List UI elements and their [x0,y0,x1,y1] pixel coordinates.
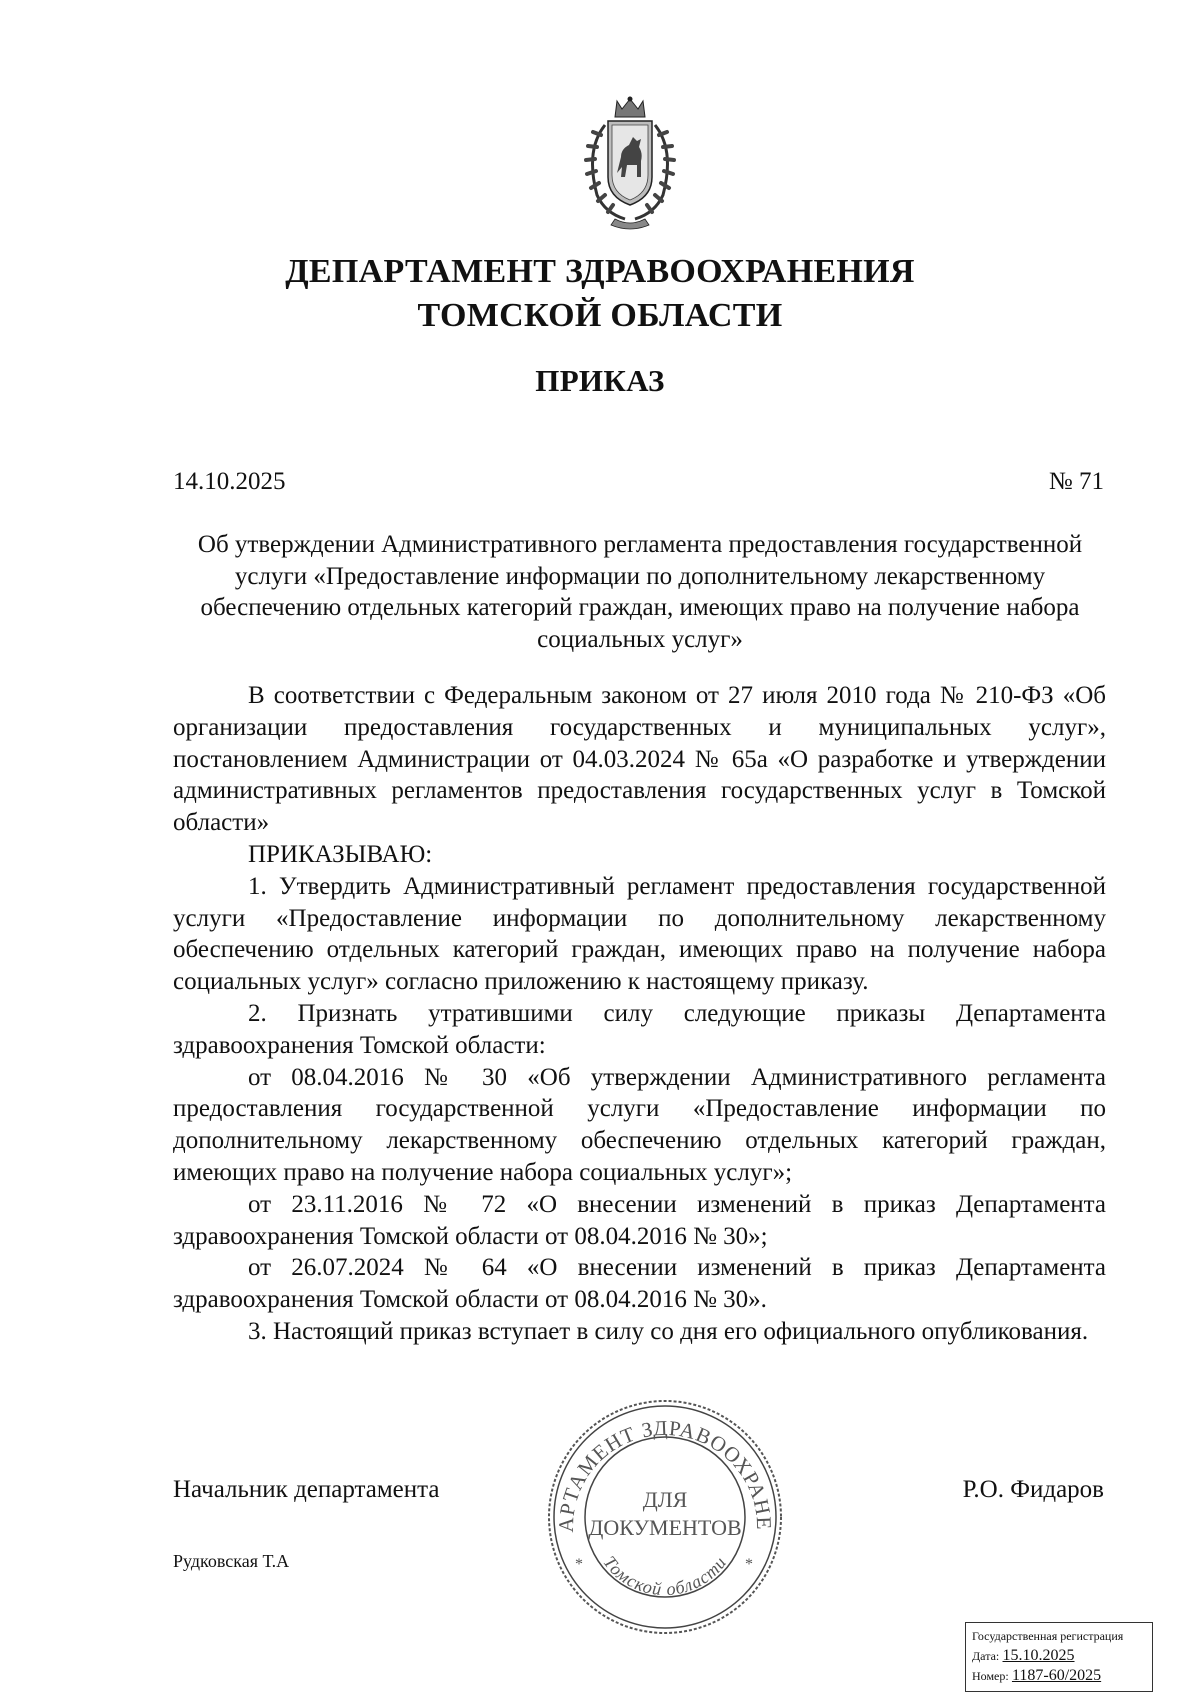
item-3: 3. Настоящий приказ вступает в силу со дня его официального опубликования. [248,1317,1089,1345]
item-2-a: от 08.04.2016 № 30 «Об утверждении Административного регламента предоставления государственной услуги «Предоставление информации по дополнительному лекарственному обеспечению отдельных категорий граждан, имеющих право на получение набора социальных услуг»; [173,1063,1106,1186]
item-2-b: от 23.11.2016 № 72 «О внесении изменений в приказ Департамента здравоохранения Томской области от 08.04.2016 № 30»; [173,1190,1106,1250]
official-stamp [545,1397,785,1637]
registration-date-value: 15.10.2025 [1002,1647,1075,1664]
order-body [173,680,1106,1348]
department-title-line1: ДЕПАРТАМЕНТ ЗДРАВООХРАНЕНИЯ [285,253,915,290]
stamp-star-left: * [575,1556,583,1573]
stamp-star-right: * [745,1556,753,1573]
item-2-c: от 26.07.2024 № 64 «О внесении изменений в приказ Департамента здравоохранения Томской области от 08.04.2016 № 30». [173,1254,1106,1314]
registration-number-label: Номер: [972,1669,1009,1683]
order-date: 14.10.2025 [173,468,286,495]
document-type: ПРИКАЗ [535,363,665,398]
stamp-outer-bottom: Томской области [599,1552,731,1600]
order-number: № 71 [1048,468,1104,495]
signatory-role: Начальник департамента [173,1476,440,1503]
order-subject: Об утверждении Административного регламента предоставления государственной услуги «Предоставление информации по дополнительному лекарственному обеспечению отдельных категорий граждан, имеющих право на получение набора социальных услуг» [197,531,1083,653]
order-word: ПРИКАЗЫВАЮ: [248,840,433,868]
item-2: 2. Признать утратившими силу следующие приказы Департамента здравоохранения Томской области: [173,999,1106,1059]
coat-of-arms-icon [575,95,685,230]
stamp-center-line1: ДЛЯ [642,1487,688,1512]
registration-title: Государственная регистрация [972,1629,1124,1643]
signatory-name: Р.О. Фидаров [962,1476,1104,1503]
preamble: В соответствии с Федеральным законом от 27 июля 2010 года № 210-ФЗ «Об организации предоставления государственных и муниципальных услуг», постановлением Администрации от 04.03.2024 № 65а «О разработке и утверждении административных регламентов предоставления государственных услуг в Томской области» [173,682,1106,837]
registration-number-value: 1187-60/2025 [1011,1667,1102,1684]
department-title-line2: ТОМСКОЙ ОБЛАСТИ [417,297,783,334]
registration-box [965,1622,1153,1692]
stamp-center-line2: ДОКУМЕНТОВ [588,1515,742,1540]
registration-date-label: Дата: [972,1649,1000,1663]
executor-name: Рудковская Т.А [173,1551,290,1571]
item-1: 1. Утвердить Административный регламент предоставления государственной услуги «Предоставление информации по дополнительному лекарственному обеспечению отдельных категорий граждан, имеющих право на получение набора социальных услуг» согласно приложению к настоящему приказу. [173,872,1106,996]
stamp-outer-top: АРТАМЕНТ ЗДРАВООХРАНЕ [553,1415,777,1533]
